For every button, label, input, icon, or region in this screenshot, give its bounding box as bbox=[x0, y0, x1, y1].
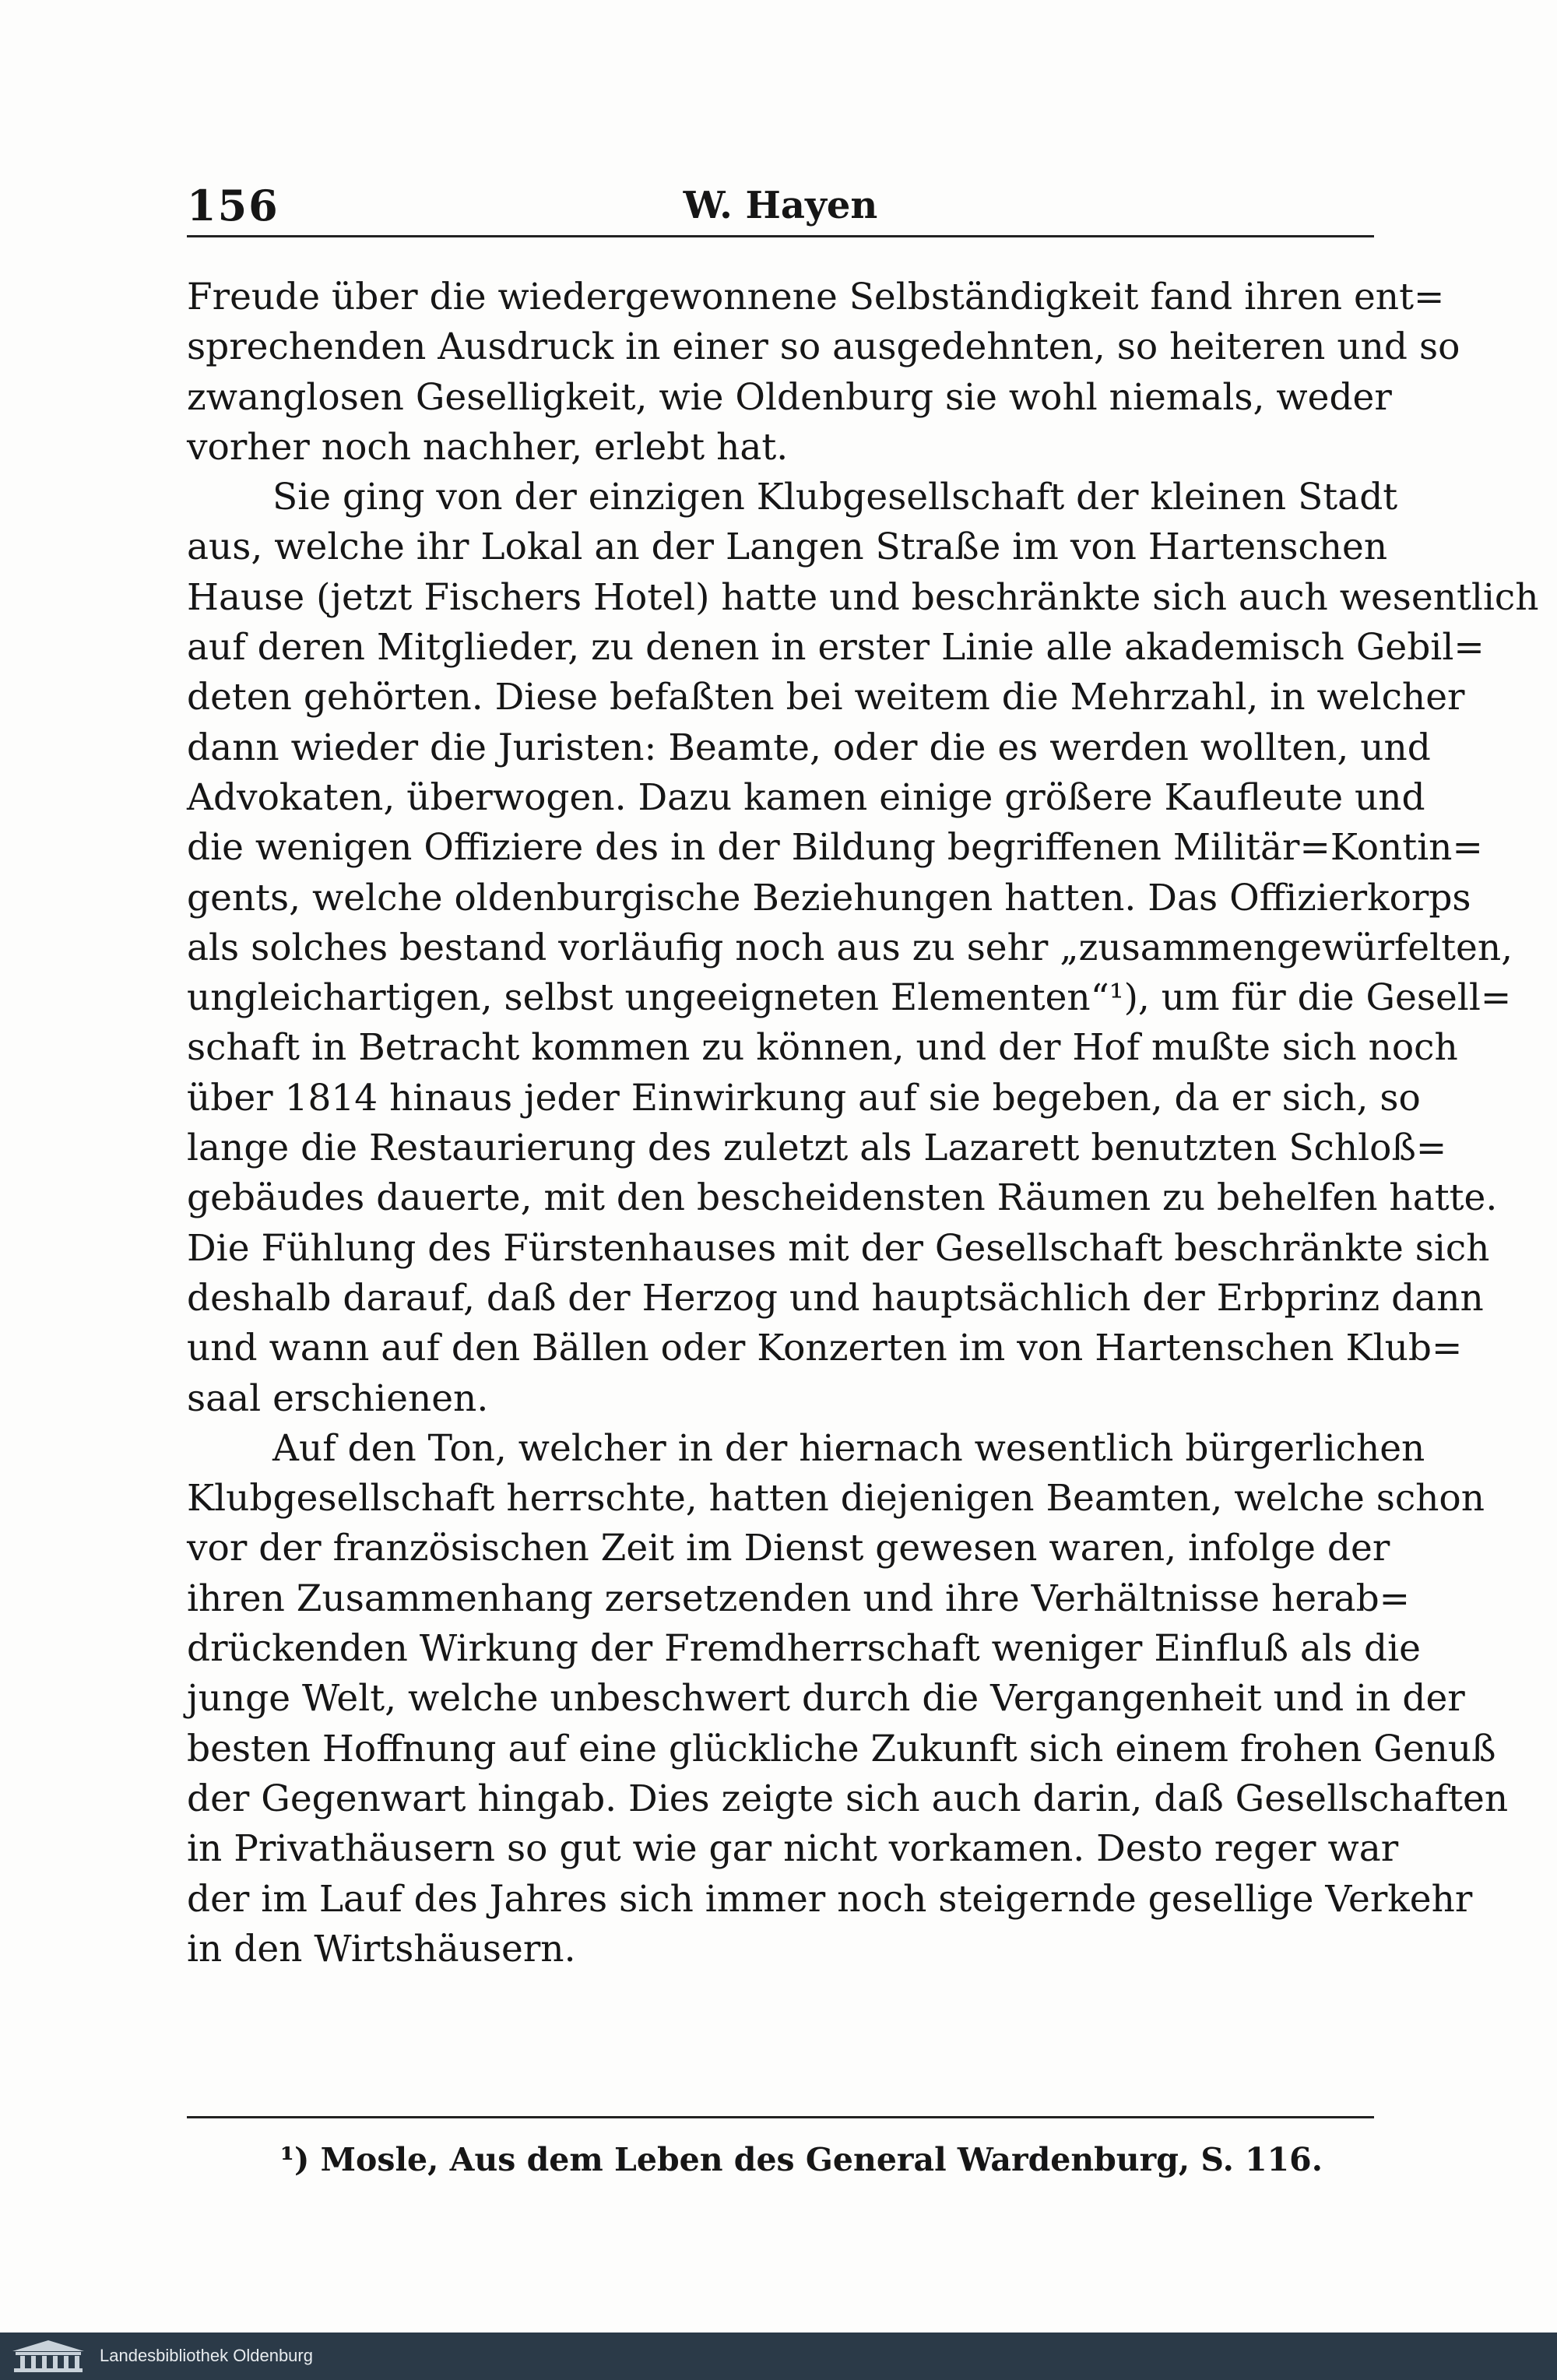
text-line: Hause (jetzt Fischers Hotel) hatte und beschränkte sich auch wesentlich bbox=[187, 575, 1539, 619]
header-rule bbox=[187, 235, 1374, 237]
library-name: Landesbibliothek Oldenburg bbox=[100, 2346, 313, 2365]
text-line: der Gegenwart hingab. Dies zeigte sich auch darin, daß Gesellschaften bbox=[187, 1777, 1509, 1820]
text-line: lange die Restaurierung des zuletzt als Lazarett benutzten Schloß= bbox=[187, 1127, 1447, 1170]
text-line: saal erschienen. bbox=[187, 1376, 489, 1420]
text-line: junge Welt, welche unbeschwert durch die Vergangenheit und in der bbox=[187, 1677, 1465, 1721]
text-line: auf deren Mitglieder, zu denen in erster Linie alle akademisch Gebil= bbox=[187, 626, 1485, 670]
footnote bbox=[280, 2141, 1370, 2178]
footnote-rule bbox=[187, 2116, 1374, 2118]
text-line: drückenden Wirkung der Fremdherrschaft weniger Einfluß als die bbox=[187, 1627, 1421, 1671]
text-line: Advokaten, überwogen. Dazu kamen einige größere Kaufleute und bbox=[187, 775, 1425, 819]
footnote-text: Mosle, Aus dem Leben des General Wardenburg, S. 116. bbox=[320, 2141, 1323, 2178]
text-line: besten Hoffnung auf eine glückliche Zukunft sich einem frohen Genuß bbox=[187, 1727, 1496, 1770]
page-header bbox=[187, 181, 1374, 235]
text-line: aus, welche ihr Lokal an der Langen Straße im von Hartenschen bbox=[187, 526, 1388, 569]
library-building-icon bbox=[9, 2339, 87, 2373]
library-footer-bar bbox=[0, 2333, 1557, 2380]
text-line: ihren Zusammenhang zersetzenden und ihre Verhältnisse herab= bbox=[187, 1577, 1411, 1620]
text-line: in Privathäusern so gut wie gar nicht vorkamen. Desto reger war bbox=[187, 1827, 1399, 1871]
text-line: ungleichartigen, selbst ungeeigneten Elementen“¹), um für die Gesell= bbox=[187, 976, 1512, 1020]
text-line: deten gehörten. Diese befaßten bei weitem die Mehrzahl, in welcher bbox=[187, 676, 1465, 719]
text-line: gents, welche oldenburgische Beziehungen hatten. Das Offizierkorps bbox=[187, 876, 1471, 919]
text-line: Sie ging von der einzigen Klubgesellschaft der kleinen Stadt bbox=[272, 476, 1398, 519]
text-line: deshalb darauf, daß der Herzog und hauptsächlich der Erbprinz dann bbox=[187, 1276, 1484, 1320]
text-line: die wenigen Offiziere des in der Bildung begriffenen Militär=Kontin= bbox=[187, 826, 1483, 870]
text-line: als solches bestand vorläufig noch aus zu sehr „zusammengewürfelten, bbox=[187, 926, 1513, 969]
text-line: in den Wirtshäusern. bbox=[187, 1927, 576, 1970]
text-line: sprechenden Ausdruck in einer so ausgedehnten, so heiteren und so bbox=[187, 325, 1460, 369]
body-text bbox=[187, 272, 1539, 1974]
text-line: Klubgesellschaft herrschte, hatten diejenigen Beamten, welche schon bbox=[187, 1477, 1485, 1520]
text-line: Freude über die wiedergewonnene Selbständigkeit fand ihren ent= bbox=[187, 276, 1445, 318]
text-line: gebäudes dauerte, mit den bescheidensten Räumen zu behelfen hatte. bbox=[187, 1176, 1498, 1220]
text-line: zwanglosen Geselligkeit, wie Oldenburg sie wohl niemals, weder bbox=[187, 375, 1392, 419]
text-line: vor der französischen Zeit im Dienst gewesen waren, infolge der bbox=[187, 1527, 1390, 1570]
page-number: 156 bbox=[187, 181, 279, 230]
text-line: dann wieder die Juristen: Beamte, oder die es werden wollten, und bbox=[187, 726, 1431, 769]
footnote-marker: ¹) bbox=[280, 2141, 310, 2178]
text-line: schaft in Betracht kommen zu können, und der Hof mußte sich noch bbox=[187, 1026, 1458, 1070]
text-line: der im Lauf des Jahres sich immer noch steigernde gesellige Verkehr bbox=[187, 1877, 1473, 1921]
text-line: über 1814 hinaus jeder Einwirkung auf sie begeben, da er sich, so bbox=[187, 1076, 1421, 1120]
text-line: und wann auf den Bällen oder Konzerten im von Hartenschen Klub= bbox=[187, 1327, 1463, 1370]
text-line: Die Fühlung des Fürstenhauses mit der Gesellschaft beschränkte sich bbox=[187, 1226, 1490, 1270]
text-line: Auf den Ton, welcher in der hiernach wesentlich bürgerlichen bbox=[272, 1426, 1425, 1470]
running-title: W. Hayen bbox=[683, 184, 878, 227]
text-line: vorher noch nachher, erlebt hat. bbox=[187, 425, 789, 469]
